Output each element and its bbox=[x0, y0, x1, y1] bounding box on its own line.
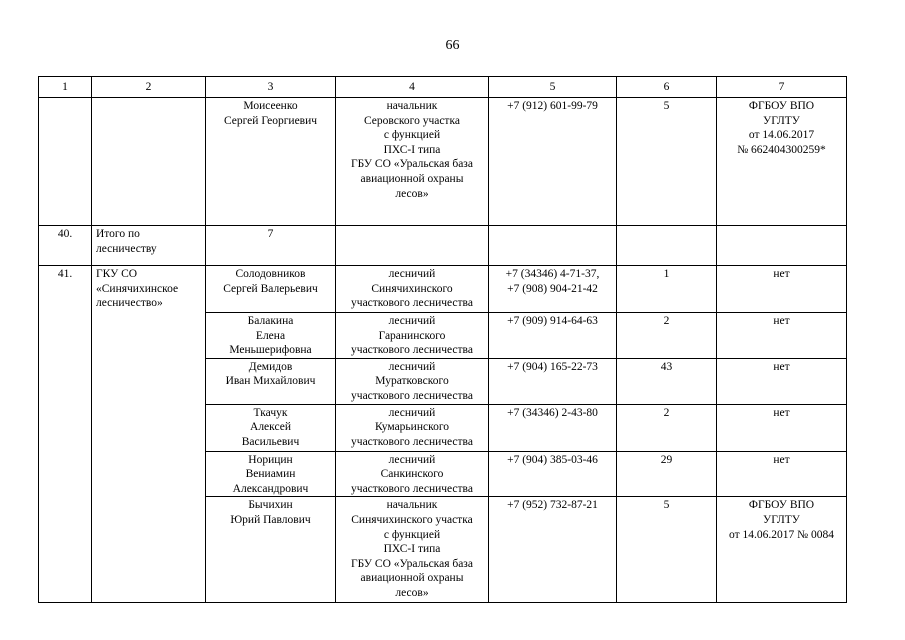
phone-cell: +7 (904) 165-22-73 bbox=[489, 358, 617, 404]
certificate-cell: нет bbox=[717, 313, 847, 359]
person-name-cell: Моисеенко Сергей Георгиевич bbox=[206, 98, 336, 226]
organization-cell: ГКУ СО «Синячихинское лесничество» bbox=[92, 266, 206, 603]
phone-cell: +7 (909) 914-64-63 bbox=[489, 313, 617, 359]
certificate-cell: нет bbox=[717, 451, 847, 497]
certificate-cell bbox=[717, 226, 847, 266]
header-cell-2: 2 bbox=[92, 77, 206, 98]
header-row bbox=[39, 77, 847, 98]
certificate-cell: нет bbox=[717, 266, 847, 313]
header-cell-1: 1 bbox=[39, 77, 92, 98]
column-6-cell: 2 bbox=[617, 313, 717, 359]
table-row bbox=[39, 98, 847, 226]
phone-cell: +7 (904) 385-03-46 bbox=[489, 451, 617, 497]
position-cell: начальник Синячихинского участка с функцией ПХС-I типа ГБУ СО «Уральская база авиационной охраны лесов» bbox=[336, 497, 489, 603]
organization-cell: Итого по лесничеству bbox=[92, 226, 206, 266]
person-name-cell: Норицин Вениамин Александрович bbox=[206, 451, 336, 497]
person-name-cell: Демидов Иван Михайлович bbox=[206, 358, 336, 404]
phone-cell: +7 (952) 732-87-21 bbox=[489, 497, 617, 603]
phone-cell: +7 (912) 601-99-79 bbox=[489, 98, 617, 226]
page-number: 66 bbox=[445, 38, 460, 53]
header-cell-4: 4 bbox=[336, 77, 489, 98]
column-6-cell: 43 bbox=[617, 358, 717, 404]
header-cell-7: 7 bbox=[717, 77, 847, 98]
person-name-cell: Бычихин Юрий Павлович bbox=[206, 497, 336, 603]
organization-cell bbox=[92, 98, 206, 226]
staff-table bbox=[38, 76, 847, 603]
column-6-cell: 2 bbox=[617, 404, 717, 451]
certificate-cell: ФГБОУ ВПО УГЛТУ от 14.06.2017 № 0084 bbox=[717, 497, 847, 603]
column-6-cell: 1 bbox=[617, 266, 717, 313]
row-number-cell: 40. bbox=[39, 226, 92, 266]
certificate-cell: нет bbox=[717, 404, 847, 451]
column-6-cell: 5 bbox=[617, 98, 717, 226]
position-cell: лесничий Синячихинского участкового лесничества bbox=[336, 266, 489, 313]
person-name-cell: Солодовников Сергей Валерьевич bbox=[206, 266, 336, 313]
certificate-cell: нет bbox=[717, 358, 847, 404]
column-6-cell bbox=[617, 226, 717, 266]
phone-cell: +7 (34346) 2-43-80 bbox=[489, 404, 617, 451]
row-number-cell bbox=[39, 98, 92, 226]
person-name-cell: Балакина Елена Меньшерифовна bbox=[206, 313, 336, 359]
header-cell-3: 3 bbox=[206, 77, 336, 98]
phone-cell: +7 (34346) 4-71-37, +7 (908) 904-21-42 bbox=[489, 266, 617, 313]
header-cell-5: 5 bbox=[489, 77, 617, 98]
position-cell: лесничий Гаранинского участкового лесничества bbox=[336, 313, 489, 359]
position-cell: лесничий Санкинского участкового лесничества bbox=[336, 451, 489, 497]
certificate-cell: ФГБОУ ВПО УГЛТУ от 14.06.2017 № 662404300259* bbox=[717, 98, 847, 226]
row-number-cell: 41. bbox=[39, 266, 92, 603]
phone-cell bbox=[489, 226, 617, 266]
column-6-cell: 29 bbox=[617, 451, 717, 497]
person-name-cell: Ткачук Алексей Васильевич bbox=[206, 404, 336, 451]
column-6-cell: 5 bbox=[617, 497, 717, 603]
table-row bbox=[39, 266, 847, 313]
position-cell bbox=[336, 226, 489, 266]
position-cell: начальник Серовского участка с функцией ПХС-I типа ГБУ СО «Уральская база авиационной охраны лесов» bbox=[336, 98, 489, 226]
header-cell-6: 6 bbox=[617, 77, 717, 98]
total-count-cell: 7 bbox=[206, 226, 336, 266]
position-cell: лесничий Кумарьинского участкового лесничества bbox=[336, 404, 489, 451]
position-cell: лесничий Муратковского участкового лесничества bbox=[336, 358, 489, 404]
total-row bbox=[39, 226, 847, 266]
